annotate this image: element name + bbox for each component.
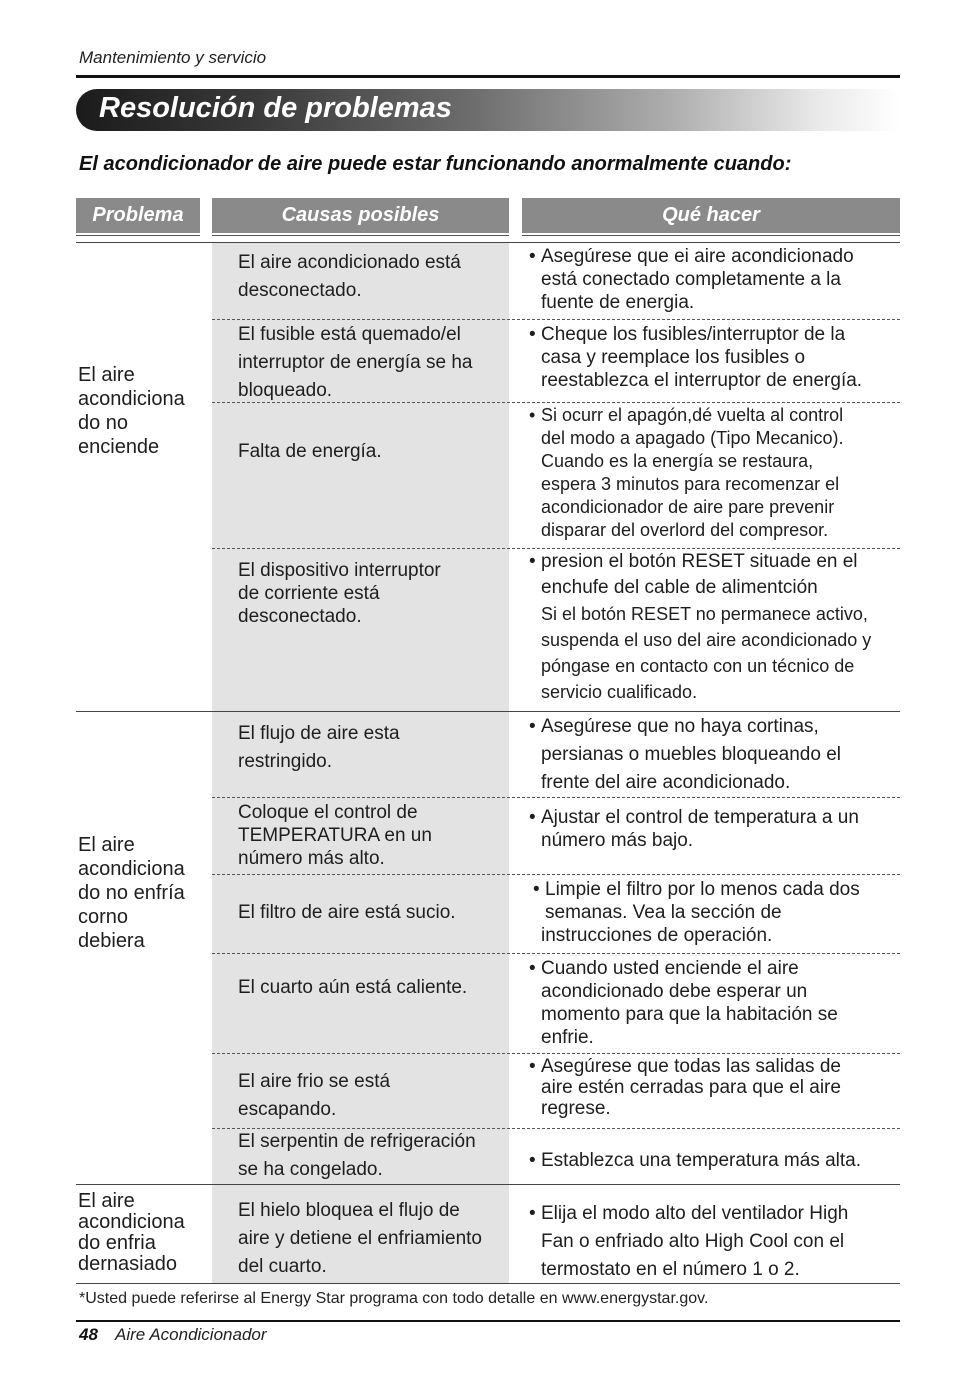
cause-cell: El aire frio se está escapando. [238,1071,391,1120]
fix-cell: • Asegúrese que ei aire acondicionado está conectado completamente a la fuente de energia. [529,246,854,313]
header-underline [76,235,200,236]
header-underline [522,235,900,236]
fix-cell: • Asegúrese que todas las salidas de aire estén cerradas para que el aire regrese. [529,1056,841,1119]
cause-cell: Coloque el control de TEMPERATURA en un número más alto. [238,802,432,869]
cause-cell: El dispositivo interruptor de corriente está desconectado. [238,560,441,627]
cause-cell: Falta de energía. [238,441,382,462]
document-name: Aire Acondicionador [115,1325,267,1344]
top-rule [76,75,900,78]
page-title: Resolución de problemas [99,92,452,124]
fix-cell: • Elija el modo alto del ventilador High Fan o enfriado alto High Cool con el termostato en el número 1 o 2. [529,1203,849,1280]
problem-over-cooling: El aire acondiciona do enfria dernasiado [78,1190,185,1275]
row-divider [212,874,900,875]
cause-cell: El serpentin de refrigeración se ha congelado. [238,1131,476,1180]
row-divider [212,797,900,798]
bottom-rule [76,1320,900,1322]
header-underline [212,235,509,236]
fix-cell: • Establezca una temperatura más alta. [529,1150,862,1171]
fix-cell: • presion el botón RESET situade en el enchufe del cable de alimentción Si el botón RESET no permanece activo, suspenda el uso del aire acondicionado y póngase en contacto con un técnico de servicio cualificado. [529,551,872,702]
row-divider [212,319,900,320]
fix-cell: • Cheque los fusibles/interruptor de la casa y reemplace los fusibles o reestablezca el interruptor de energía. [529,324,863,391]
fix-cell: • Cuando usted enciende el aire acondicionado debe esperar un momento para que la habitación se enfrie. [529,958,838,1048]
column-header-problem: Problema [76,198,200,233]
fix-cell: • Limpie el filtro por lo menos cada dos semanas. Vea la sección de instrucciones de operación. [533,879,860,946]
row-divider [212,953,900,954]
cause-cell: El filtro de aire está sucio. [238,902,456,923]
footnote: *Usted puede referirse al Energy Star programa con todo detalle en www.energystar.gov. [79,1290,709,1307]
column-header-fix: Qué hacer [522,198,900,233]
group-divider [76,1184,900,1185]
group-divider [76,242,900,243]
fix-cell: • Si ocurr el apagón,dé vuelta al control del modo a apagado (Tipo Mecanico). Cuando es la energía se restaura, espera 3 minutos para recomenzar el acondicionador de aire pare prevenir disparar del overlord del compresor. [529,405,844,540]
row-divider [212,1053,900,1054]
problem-not-starting: El aire acondiciona do no enciende [78,364,185,458]
cause-cell: El aire acondicionado está desconectado. [238,252,461,301]
intro-text: El acondicionador de aire puede estar funcionando anormalmente cuando: [79,153,792,175]
fix-cell: • Asegúrese que no haya cortinas, persianas o muebles bloqueando el frente del aire acondicionado. [529,716,841,793]
problem-not-cooling: El aire acondiciona do no enfría corno debiera [78,834,185,952]
cause-cell: El hielo bloquea el flujo de aire y detiene el enfriamiento del cuarto. [238,1200,482,1277]
fix-cell: • Ajustar el control de temperatura a un número más bajo. [529,807,859,851]
page-number: 48 [79,1325,98,1344]
group-divider [76,711,900,712]
cause-cell: El fusible está quemado/el interruptor de energía se ha bloqueado. [238,324,473,401]
cause-cell: El flujo de aire esta restringido. [238,723,400,772]
cause-cell: El cuarto aún está caliente. [238,977,468,998]
column-header-causes: Causas posibles [212,198,509,233]
section-label: Mantenimiento y servicio [79,48,267,67]
